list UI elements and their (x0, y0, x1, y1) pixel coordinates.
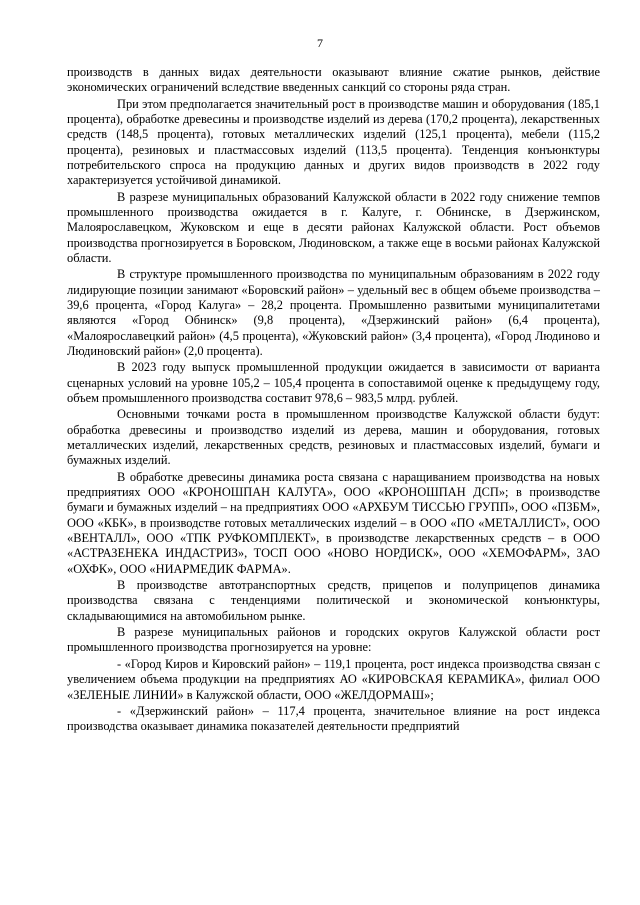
paragraph: В структуре промышленного производства по муниципальным образованиям в 2022 году лидирующие позиции занимают «Боровский район» – удельный вес в общем объеме производства – 39,6 процента, «Город Калуга» – 28,2 процента. Промышленно развитыми муниципалитетами являются «Город Обнинск» (9,8 процента), «Дзержинский район» (6,4 процента), «Малоярославецкий район» (4,5 процента), «Жуковский район» (3,4 процента), «Город Людиново и Людиновский район» (2,0 процента). (67, 267, 600, 358)
paragraph: производств в данных видах деятельности оказывают влияние сжатие рынков, действие экономических ограничений вследствие введенных санкций со стороны ряда стран. (67, 65, 600, 95)
paragraph: В 2023 году выпуск промышленной продукции ожидается в зависимости от варианта сценарных условий на уровне 105,2 – 105,4 процента в сопоставимой оценке к предыдущему году, объем промышленного производства составит 978,6 – 983,5 млрд. рублей. (67, 360, 600, 405)
page-number: 7 (317, 36, 323, 50)
list-item: - «Город Киров и Кировский район» – 119,1 процента, рост индекса производства связан с увеличением объема продукции на предприятиях АО «КИРОВСКАЯ КЕРАМИКА», филиал ООО «ЗЕЛЕНЫЕ ЛИНИИ» в Калужской области, ООО «ЖЕЛДОРМАШ»; (67, 656, 600, 702)
paragraph: При этом предполагается значительный рост в производстве машин и оборудования (185,1 процента), обработке древесины и производстве изделий из дерева (170,2 процента), лекарственных средств (148,5 процента), готовых металлических изделий (125,1 процента), мебели (115,2 процента), резиновых и пластмассовых изделий (113,5 процента). Тенденция конъюнктуры потребительского спроса на продукцию данных и других видов производств в 2022 году характеризуется устойчивой динамикой. (67, 96, 600, 188)
document-body (67, 65, 600, 736)
paragraph: В обработке древесины динамика роста связана с наращиванием производства на новых предприятиях ООО «КРОНОШПАН КАЛУГА», ООО «КРОНОШПАН ДСП»; в производстве бумаги и бумажных изделий – на предприятиях ООО «АРХБУМ ТИССЬЮ ГРУПП», ООО «ПЗБМ», ООО «КБК», в производстве готовых металлических изделий – в ООО «ПО «МЕТАЛЛИСТ», ООО «ВЕНТАЛЛ», ООО «ТПК РУФКОМПЛЕКТ», в производстве лекарственных средств – в ООО «АСТРАЗЕНЕКА ИНДАСТРИЗ», ТОСП ООО «НОВО НОРДИСК», ООО «ХЕМОФАРМ», ЗАО «ОХФК», ООО «НИАРМЕДИК ФАРМА». (67, 469, 600, 576)
paragraph: В производстве автотранспортных средств, прицепов и полуприцепов динамика производства связана с тенденциями политической и экономической конъюнктуры, складывающимися на автомобильном рынке. (67, 578, 600, 623)
paragraph: В разрезе муниципальных районов и городских округов Калужской области рост промышленного производства прогнозируется на уровне: (67, 625, 600, 655)
paragraph: Основными точками роста в промышленном производстве Калужской области будут: обработка древесины и производство изделий из дерева, машин и оборудования, готовых металлических изделий, лекарственных средств, резиновых и пластмассовых изделий, бумаги и бумажных изделий. (67, 407, 600, 468)
list-item: - «Дзержинский район» – 117,4 процента, значительное влияние на рост индекса производства оказывает динамика показателей деятельности предприятий (67, 704, 600, 734)
paragraph: В разрезе муниципальных образований Калужской области в 2022 году снижение темпов промышленного производства ожидается в г. Калуге, г. Обнинске, в Дзержинском, Малоярославецком, Жуковском и еще в десяти районах Калужской области. Рост объемов производства прогнозируется в Боровском, Людиновском, а также еще в восьми районах Калужской области. (67, 189, 600, 265)
